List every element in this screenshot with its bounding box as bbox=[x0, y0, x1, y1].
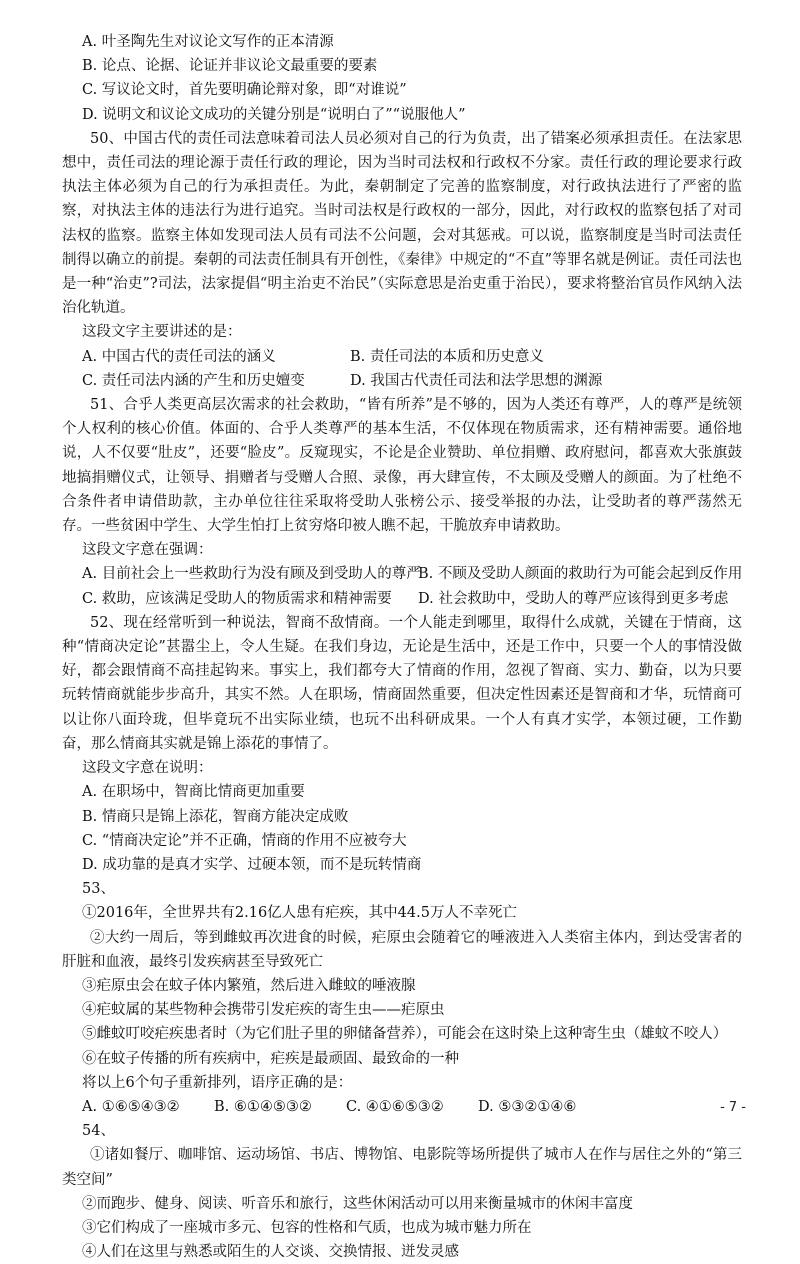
q50-options-row-1 bbox=[62, 345, 742, 369]
q53-sentence-3: ③疟原虫会在蚊子体内繁殖，然后进入雌蚊的唾液腺 bbox=[82, 977, 416, 994]
q50-options-row-2 bbox=[62, 369, 742, 393]
q53-sentence-5: ⑤雌蚊叮咬疟疾患者时（为它们肚子里的卵储备营养），可能会在这时染上这种寄生虫（雄蚊不咬人） bbox=[82, 1026, 728, 1043]
q51-option-c: C. 救助，应该满足受助人的物质需求和精神需要 bbox=[82, 590, 392, 607]
q52-option-c: C. “情商决定论”并不正确，情商的作用不应被夸大 bbox=[82, 832, 407, 849]
q49-option-b: B. 论点、论据、论证并非议论文最重要的要素 bbox=[82, 58, 378, 75]
q50-option-c: C. 责任司法内涵的产生和历史嬗变 bbox=[82, 372, 305, 389]
q52-option-d: D. 成功靠的是真才实学、过硬本领，而不是玩转情商 bbox=[82, 856, 422, 873]
q50-option-a: A. 中国古代的责任司法的涵义 bbox=[82, 348, 276, 365]
q51-option-d: D. 社会救助中，受助人的尊严应该得到更多考虑 bbox=[418, 590, 729, 607]
q50-question: 这段文字主要讲述的是： bbox=[82, 324, 242, 341]
q51-option-b: B. 不顾及受助人颜面的救助行为可能会起到反作用 bbox=[418, 566, 743, 583]
q53-sentence-1: ①2016年，全世界共有2.16亿人患有疟疾，其中44.5万人不幸死亡 bbox=[82, 905, 517, 922]
q51-passage: 51、合乎人类更高层次需求的社会救助，“皆有所养”是不够的，因为人类还有尊严，人的尊严是统领个人权利的核心价值。体面的、合乎人类尊严的基本生活，不仅体现在物质需求，还有精神需要。通俗地说，人不仅要“肚皮”，还要“脸皮”。反窥现实，不论是企业赞助、单位捐赠、政府慰问，都喜欢大张旗鼓地搞捐赠仪式，让领导、捐赠者与受赠人合照、录像，再大肆宣传，不太顾及受赠人的颜面。为了杜绝不合条件者申请借助款，主办单位往往采取将受助人张榜公示、接受举报的办法，让受助者的尊严荡然无存。一些贫困中学生、大学生怕打上贫穷烙印被人瞧不起，干脆放弃申请救助。 bbox=[62, 397, 742, 535]
q54-number: 54、 bbox=[82, 1123, 115, 1140]
q49-option-c: C. 写议论文时，首先要明确论辩对象，即“对谁说” bbox=[82, 82, 407, 99]
q50-option-d: D. 我国古代责任司法和法学思想的渊源 bbox=[350, 372, 603, 389]
q54-sentence-1: ①诸如餐厅、咖啡馆、运动场馆、书店、博物馆、电影院等场所提供了城市人在作与居住之外的“第三类空间” bbox=[62, 1147, 742, 1188]
q51-question: 这段文字意在强调： bbox=[82, 542, 213, 559]
q53-option-a: A. ①⑥⑤④③② bbox=[82, 1098, 180, 1115]
q52-passage: 52、现在经常听到一种说法，智商不敌情商。一个人能走到哪里，取得什么成就，关键在于情商，这种“情商决定论”甚嚣尘上，令人生疑。在我们身边，无论是生活中，还是工作中，只要一个人的事情没做好，都会跟情商不高挂起钩来。事实上，我们都夸大了情商的作用，忽视了智商、实力、勤奋，以为只要玩转情商就能步步高升，其实不然。人在职场，情商固然重要，但决定性因素还是智商和才华，玩情商可以让你八面玲珑，但毕竟玩不出实际业绩，也玩不出科研成果。一个人有真才实学，本领过硬，工作勤奋，那么情商其实就是锦上添花的事情了。 bbox=[62, 614, 742, 752]
q53-number: 53、 bbox=[82, 881, 115, 898]
q53-option-c: C. ④①⑥⑤③② bbox=[346, 1098, 444, 1115]
q53-sentence-4: ④疟蚊属的某些物种会携带引发疟疾的寄生虫——疟原虫 bbox=[82, 1002, 445, 1019]
q53-option-d: D. ⑤③②①④⑥ bbox=[478, 1098, 577, 1115]
q53-sentence-6: ⑥在蚊子传播的所有疾病中，疟疾是最顽固、最致命的一种 bbox=[82, 1050, 459, 1067]
q51-options-row-2 bbox=[62, 587, 742, 611]
q52-option-b: B. 情商只是锦上添花，智商方能决定成败 bbox=[82, 808, 349, 825]
q50-passage: 50、中国古代的责任司法意味着司法人员必须对自己的行为负责，出了错案必须承担责任。在法家思想中，责任司法的理论源于责任行政的理论，因为当时司法权和行政权不分家。责任行政的理论要求行政执法主体必须为自己的行为承担责任。为此，秦朝制定了完善的监察制度，对行政执法进行了严密的监察，对执法主体的违法行为进行追究。当时司法权是行政权的一部分，因此，对行政权的监察包括了对司法权的监察。监察主体如发现司法人员有司法不公问题，会对其惩戒。可以说，监察制度是当时司法责任制得以确立的前提。秦朝的司法责任制具有开创性，《秦律》中规定的“不直”等罪名就是例证。责任司法也是一种“治吏”?司法，法家提倡“明主治吏不治民”（实际意思是治吏重于治民），要求将整治官员作风纳入法治化轨道。 bbox=[62, 130, 742, 317]
q53-question: 将以上6个句子重新排列，语序正确的是： bbox=[82, 1074, 353, 1091]
q54-sentence-3: ③它们构成了一座城市多元、包容的性格和气质，也成为城市魅力所在 bbox=[82, 1219, 532, 1236]
q49-option-a: A. 叶圣陶先生对议论文写作的正本清源 bbox=[82, 34, 334, 50]
q53-sentence-2: ②大约一周后，等到雌蚊再次进食的时候，疟原虫会随着它的唾液进入人类宿主体内，到达受害者的肝脏和血液，最终引发疾病甚至导致死亡 bbox=[62, 929, 742, 970]
q51-options-row-1 bbox=[62, 562, 742, 586]
q53-options-row bbox=[62, 1095, 742, 1119]
q51-option-a: A. 目前社会上一些救助行为没有顾及到受助人的尊严 bbox=[82, 566, 421, 583]
q53-option-b: B. ⑥①④⑤③② bbox=[214, 1098, 312, 1115]
q54-sentence-2: ②而跑步、健身、阅读、听音乐和旅行，这些休闲活动可以用来衡量城市的休闲丰富度 bbox=[82, 1195, 633, 1212]
q52-question: 这段文字意在说明： bbox=[82, 760, 213, 777]
q52-option-a: A. 在职场中，智商比情商更加重要 bbox=[82, 784, 305, 801]
q54-sentence-4: ④人们在这里与熟悉或陌生的人交谈、交换情报、迸发灵感 bbox=[82, 1244, 459, 1261]
page-number: - 7 - bbox=[720, 1100, 746, 1115]
page-content bbox=[62, 30, 742, 1264]
q49-option-d: D. 说明文和议论文成功的关键分别是“说明白了”“说服他人” bbox=[82, 106, 466, 123]
q50-option-b: B. 责任司法的本质和历史意义 bbox=[350, 348, 544, 365]
